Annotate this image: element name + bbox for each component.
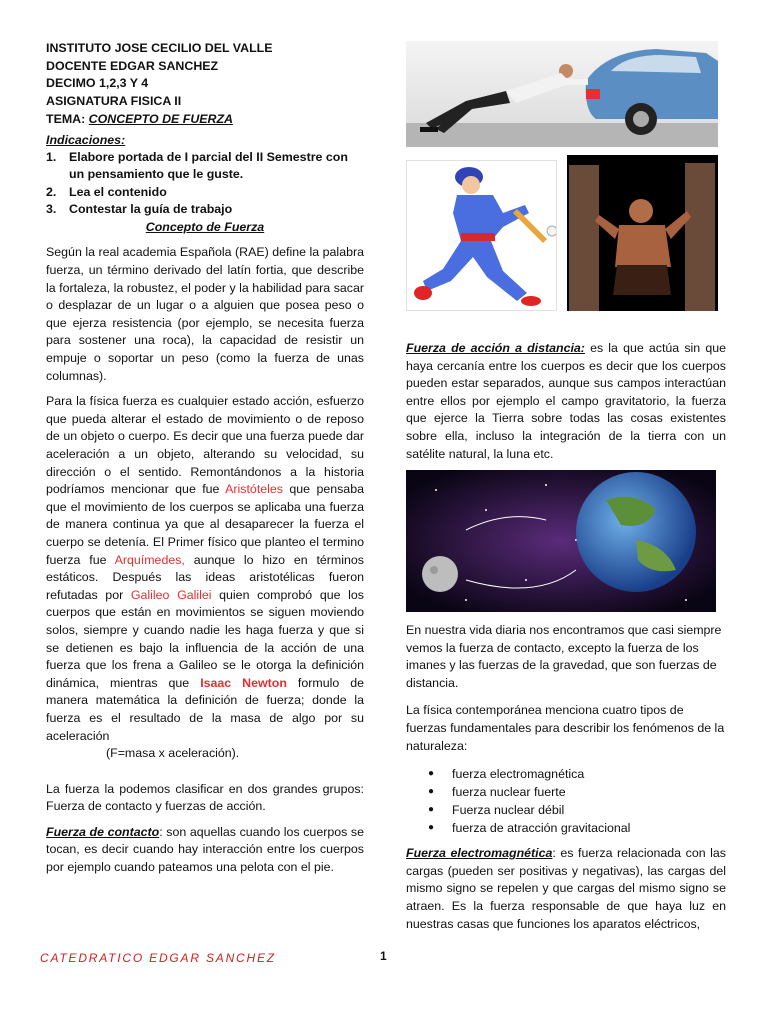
distancia-text: es la que actúa sin que haya cercanía entre los cuerpos es decir que los cuerpos pueden estar separados, aunque sus campos interactúan entre ellos por ejemplo el campo gravitatorio, la fuerza que ejerce la Tierra sobre todas las cosas existentes sobre ella, incluso la integración de la tierra con un satélite natural, la luna etc. (406, 341, 726, 461)
list-text: Elabore portada de I parcial del II Semestre con un pensamiento que le guste. (69, 149, 348, 182)
section-title: Concepto de Fuerza (145, 219, 265, 234)
right-column-bottom (406, 622, 726, 933)
earth-moon-space-image (406, 470, 716, 612)
school-name: INSTITUTO JOSE CECILIO DEL VALLE (46, 41, 273, 55)
list-item (46, 184, 364, 202)
man-pushing-car-image (406, 41, 718, 147)
name-aristoteles: Aristóteles (225, 482, 283, 497)
topic-line (46, 111, 364, 129)
paragraph-contemporanea: La física contemporánea menciona cuatro tipos de fuerzas fundamentales para describir los fenómenos de la naturaleza: (406, 703, 725, 753)
text-segment: Para la física fuerza es cualquier estado acción, esfuerzo que pueda alterar el estado de movimiento o de reposo de un objeto o cuerpo. Es decir que una fuerza puede dar aceleración a un objeto, alterando su velocidad, su dirección o el sentido. Remontándonos a la historia podríamos mencionar que fue (46, 394, 364, 497)
teacher-name: DOCENTE EDGAR SANCHEZ (46, 58, 219, 73)
page-number: 1 (380, 949, 387, 963)
grade-line: DECIMO 1,2,3 Y 4 (46, 76, 149, 91)
electromagnetica-text: : es fuerza relacionada con las cargas (pueden ser positivas y negativas), las cargas del mismo signo se repelen y que cargas del mismo signo se atraen. Es la fuerza responsable de que haya luz en nuestras casas que funciones los aparatos eléctricos, (406, 846, 726, 931)
list-text: fuerza nuclear fuerte (452, 785, 566, 800)
list-text: Contestar la guía de trabajo (69, 202, 233, 217)
list-item (46, 201, 364, 219)
baseball-player-image (406, 160, 557, 311)
list-number: 3. (46, 202, 57, 217)
paragraph-rae: Según la real academia Española (RAE) define la palabra fuerza, un término derivado del latín fortia, que describe la fortaleza, la robustez, el poder y la habilidad para sacar o desplazar de un lugar o a alguien que posea peso o que ejerza resistencia (por ejemplo, se necesita fuerza para sostener una roca), la capacidad de resistir un empuje o soportar un peso (como la fuerza de unas columnas). (46, 245, 364, 383)
list-item (46, 149, 364, 184)
paragraph-distancia (406, 340, 726, 463)
forces-list (406, 765, 726, 837)
topic-title: CONCEPTO DE FUERZA (88, 111, 234, 126)
list-number: 1. (46, 149, 57, 164)
paragraph-electromagnetica (406, 845, 726, 933)
list-text: fuerza de atracción gravitacional (452, 821, 631, 836)
contacto-text: : son aquellas cuando los cuerpos se tocan, es decir cuando hay interacción entre los cuerpos por ejemplo cuando pateamos una pelota con el pie. (46, 824, 364, 875)
text-segment: quien comprobó que los cuerpos que están en movimientos se siguen moviendo solos, siempre y cuando nadie les haga fuerza y que si se detienen es bajo la influencia de la acción de una fuerza que los frena a Galileo se le otorga la definición dinámica, mientras que (46, 587, 364, 690)
contacto-label: Fuerza de contacto (46, 824, 160, 839)
list-text: Fuerza nuclear débil (452, 803, 565, 818)
list-item: ● fuerza de atracción gravitacional (428, 821, 631, 836)
indicaciones-title: Indicaciones: (46, 132, 126, 147)
right-column-top (406, 340, 726, 463)
footer-author: CATEDRATICO EDGAR SANCHEZ (40, 951, 276, 965)
text-segment: que pensaba que el movimiento de los cuerpos se aplicaba una fuerza de manera continua ya que al desaparecer la fuerza el cuerpo se detenía. El Primer físico que planteo el termino fuerza fue (46, 482, 364, 567)
list-number: 2. (46, 184, 57, 199)
paragraph-classification: La fuerza la podemos clasificar en dos grandes grupos: Fuerza de contacto y fuerzas de acción. (46, 781, 364, 814)
list-item: ● fuerza electromagnética (428, 767, 585, 782)
distancia-label: Fuerza de acción a distancia: (406, 341, 585, 355)
strongman-pillars-image (567, 155, 718, 311)
text-segment: aunque lo hizo en términos estáticos. Después las ideas aristotélicas fueron refutadas por (46, 552, 364, 602)
text-segment: formulo de manera matemática la definición de fuerza; donde la fuerza es el resultado de la masa de algo por su aceleración (46, 675, 364, 743)
list-item: ● Fuerza nuclear débil (428, 803, 565, 818)
paragraph-contacto (46, 824, 364, 877)
topic-label: TEMA: (46, 111, 89, 126)
name-newton: Isaac Newton (200, 675, 287, 690)
subject-line: ASIGNATURA FISICA II (46, 94, 182, 109)
indicaciones-list (46, 149, 364, 219)
paragraph-vida-diaria: En nuestra vida diaria nos encontramos que casi siempre vemos la fuerza de contacto, excepto la fuerza de los imanes y las fuerzas de la gravedad, que son fuerzas de distancia. (406, 623, 722, 690)
name-galileo: Galileo Galilei (130, 587, 212, 602)
formula: (F=masa x aceleración). (106, 746, 240, 761)
electromagnetica-label: Fuerza electromagnética (406, 846, 553, 861)
left-column (46, 40, 364, 877)
paragraph-physics (46, 393, 364, 745)
list-item: ● fuerza nuclear fuerte (428, 785, 566, 800)
list-text: fuerza electromagnética (452, 767, 585, 782)
list-text: Lea el contenido (69, 184, 167, 199)
name-arquimedes: Arquímedes, (114, 552, 185, 567)
